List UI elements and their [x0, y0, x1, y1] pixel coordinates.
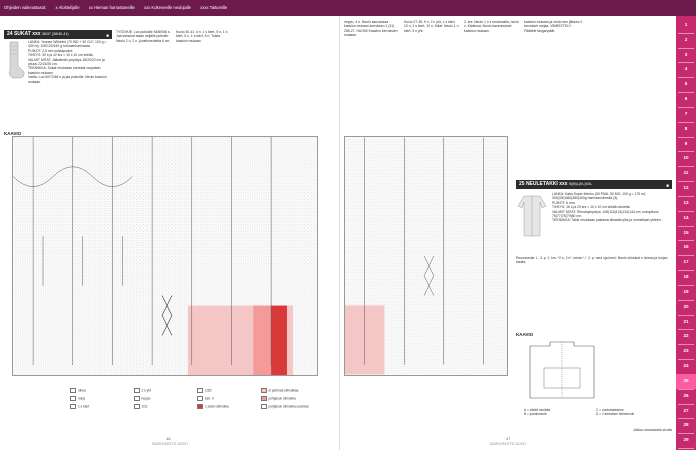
sidebar-number: 8 [684, 125, 688, 131]
legend-item [134, 388, 194, 393]
sidebar-number: 26 [683, 392, 689, 398]
pattern2-instructions [552, 192, 672, 223]
technique-text: TEKNIIKKA: Sukat neulotaan varresta varpaisiin kaavion mukaan. [28, 66, 101, 75]
gauge2-text: TIHEYS: 16 s ja 20 krs = 10 x 10 cm sileää neuletta. [552, 205, 631, 210]
legend-label: nurja [78, 396, 86, 401]
footer-left: SUURI KÄSITYÖ 11/2017 [151, 442, 189, 446]
schematic-legend [524, 408, 664, 416]
legend-label: 1/2D [205, 388, 212, 393]
legend-item [197, 404, 257, 409]
right-col1: neppu, 4 n. Neulo sauvaosaa kaavion mukaan kerroksen 1 (31) 255-27. HUOM! Kaavion kerroksien mukaan. [344, 20, 398, 38]
legend-swatch [197, 396, 203, 401]
legend-item [197, 388, 257, 393]
sidebar-number: 19 [683, 288, 689, 294]
yarn2-text: LANKA: Katia Super Merino (50 PMA, 50 MO, 100 g = 175 m): 300(330)360(380)400g harmaanvihreää (3). [552, 192, 646, 201]
sidebar-number: 6 [684, 96, 688, 102]
pattern-instructions [28, 40, 112, 84]
sidebar-number: 20 [683, 303, 689, 309]
needles-text: PUIKOT: 2,5 mm sukkapuikot. [28, 48, 74, 53]
sidebar-number: 4 [684, 66, 688, 72]
sidebar-number: 27 [683, 407, 689, 413]
sidebar-number: 21 [683, 318, 689, 324]
legend-swatch [197, 388, 203, 393]
cardigan-photo [516, 192, 548, 240]
legend-item [70, 404, 130, 409]
pattern-header [4, 30, 112, 39]
legend-swatch [70, 404, 76, 409]
difficulty-xx: xx Hieman harrastaneille [88, 5, 135, 10]
schematic-diagram [520, 338, 604, 402]
legend-item [261, 388, 321, 393]
legend-item [261, 396, 321, 401]
legend-swatch [70, 396, 76, 401]
right-col3: 2. krs: Neulo 1 n x neulomalla, neulo x. Kärkiosa: Neulo kavennukset kaavion mukaan. [464, 20, 519, 33]
legend-swatch [261, 396, 267, 401]
legend-item [134, 404, 194, 409]
sidebar-number: 12 [683, 185, 689, 191]
pattern2-stitches: Reunaneule: L. 3: p. 1. krs: *2 o, 2 n*, toista *-*. 2. p: neul oja kres!: Neulo silmukat s oikean ja nurjan kautta. [516, 256, 668, 265]
footer-right: SUURI KÄSITYÖ 11/2017 [489, 442, 527, 446]
sidebar-number: 24 [683, 363, 689, 369]
continued-note: Jatkuu seuraavalla sivulla [633, 428, 672, 432]
pattern2-sizes: S(M)L(XL)XXL [568, 182, 593, 186]
instructions-col3: Kuvio 40-41: 4 n, 1 s kiert, 5 n, 1 s kiert, 5 n, 1 s kiert, 5 n. Toista kaavion mukaan. [176, 30, 228, 43]
legend-swatch [261, 404, 267, 409]
sidebar-number: 10 [683, 155, 689, 161]
legend-swatch [70, 388, 76, 393]
chart-legend [70, 388, 320, 409]
page-number-left: 46 [166, 436, 171, 441]
gauge-text: TIHEYS: 30 s ja 42 krs = 10 x 10 cm sileää. [28, 53, 94, 58]
needles2-text: PUIKOT: 6 mm. [552, 200, 576, 205]
sidebar-number: 2 [684, 36, 688, 42]
legend-item [70, 396, 130, 401]
difficulty-xxx: xxx Kokeneelle neulojalle [143, 5, 191, 10]
right-col4: kaavion mukaan ja neulo sen jälkeen 2 kerrokset nurjaa. VIIMEISTELY: Päättele langanpäät. [524, 20, 583, 33]
legend-label: oikea [78, 388, 86, 393]
sidebar-number: 18 [683, 274, 689, 280]
legend-label: 2 s yht [141, 388, 151, 393]
section-index-sidebar [676, 16, 696, 450]
sidebar-number: 1 [684, 22, 688, 27]
sidebar-number: 25 [676, 374, 696, 389]
sidebar-number: 29 [683, 437, 689, 443]
sock-photo [4, 40, 26, 82]
page-number-right: 47 [506, 436, 511, 441]
legend-swatch [134, 396, 140, 401]
legend-label: pohjaloon silmukka uusintaa [268, 404, 309, 409]
legend-swatch [134, 388, 140, 393]
legend2-b: B = joustinneule [524, 412, 547, 416]
sock-icon [4, 40, 26, 82]
sidebar-number: 15 [683, 229, 689, 235]
knitting-chart-right [344, 136, 508, 376]
chart-label: KAAVIO [4, 131, 22, 136]
sidebar-number: 16 [683, 244, 689, 250]
sidebar-number: 17 [683, 259, 689, 265]
sidebar-number: 5 [684, 81, 688, 87]
cardigan-icon [516, 192, 548, 240]
pattern2-level: xxx [559, 181, 568, 187]
technique2-text: TEKNIIKKA: Takki neulotaan palasina alhaalta ylös ja ommellaan yhteen. [552, 218, 662, 223]
legend-label: kerr. 0 [205, 396, 214, 401]
legend-label: 1/2c [141, 404, 148, 409]
legend-item [261, 404, 321, 409]
difficulty-xxxx: xxxx Taitureille [200, 5, 228, 10]
pattern-sizes: 36/37 (38/40-41) [41, 32, 69, 36]
knitting-chart-left [12, 136, 318, 376]
pattern-level: xxx [32, 31, 41, 37]
sidebar-number: 3 [684, 51, 688, 57]
legend-swatch [134, 404, 140, 409]
sidebar-number: 7 [684, 110, 688, 116]
legend2-d: D = 2-kertainen helmineule [596, 412, 635, 416]
legend-label: neppu [141, 396, 151, 401]
sidebar-number: 11 [683, 170, 689, 176]
legend-swatch [197, 404, 203, 409]
sidebar-number: 14 [683, 214, 689, 220]
right-col2: Kuvio 27-39: 9 n, 2 n yht, 1 s kiert, 10 n, 1 s kiert, 10 n. Kiilat: Neulo 1 n kiert, 3 n yht. [404, 20, 459, 33]
yarn-text: LANKA: Yonnee Wilhelmi (70 WD + 30 CLF, 100 g = 400 m); 100/120/160 g tummanharmaata. [28, 40, 107, 49]
legend2-a: A = sileää neuletta [524, 408, 551, 412]
legend-label: 1 s kiert [78, 404, 90, 409]
top-bar [0, 0, 696, 16]
pattern-title: 24 SUKAT [7, 31, 31, 37]
leg-text: Vartta: Luo 60/72/84 s ja jaa puikoille. Neulo kaavion mukaan. [28, 75, 107, 84]
left-page [0, 16, 340, 450]
legend-swatch [261, 388, 267, 393]
legend-item [197, 396, 257, 401]
sidebar-number: 9 [684, 140, 688, 146]
legend2-c: C = nostumaleanne [596, 408, 624, 412]
measurements2-text: VALMIIT MITAT: Rinnanympärys: 106(116)124(134)144 cm, kokopituus 76(77)78(79)80 cm. [552, 209, 659, 219]
chart2-label: KAAVIO [516, 332, 534, 337]
instructions-col2: TYÖOHJE: Luo puikoille 54/60/66 s. Jaa silmukat tasan neljälle puikolle. Neulo 2 o, 2 n -joustinneuletta 6 cm. [116, 30, 171, 43]
sidebar-separator [678, 448, 694, 449]
right-page [340, 16, 676, 450]
legend-label: 1 pidon silmukka [205, 404, 229, 409]
difficulty-label: Ohjeiden vaikeustasot: [4, 5, 47, 10]
legend-label: pohjaloon silmukka [268, 396, 296, 401]
legend-item [134, 396, 194, 401]
camera-icon: ■ [106, 33, 109, 38]
pattern2-title: 25 NEULETAKKI [519, 181, 558, 187]
pattern2-header [516, 180, 672, 189]
sidebar-number: 28 [683, 422, 689, 428]
camera-icon: ■ [666, 183, 669, 188]
sidebar-number: 22 [683, 333, 689, 339]
legend-item [70, 388, 130, 393]
measurements-text: VALMIT MITAT: Jalkaterän ympärys 18/20/22 cm ja pituus 22/24/26 cm. [28, 57, 105, 67]
difficulty-x: x Aloittelijalle [55, 5, 80, 10]
legend-label: ei pehmeä silmukkaa [268, 388, 299, 393]
sidebar-number: 23 [683, 348, 689, 354]
sidebar-number: 13 [683, 199, 689, 205]
